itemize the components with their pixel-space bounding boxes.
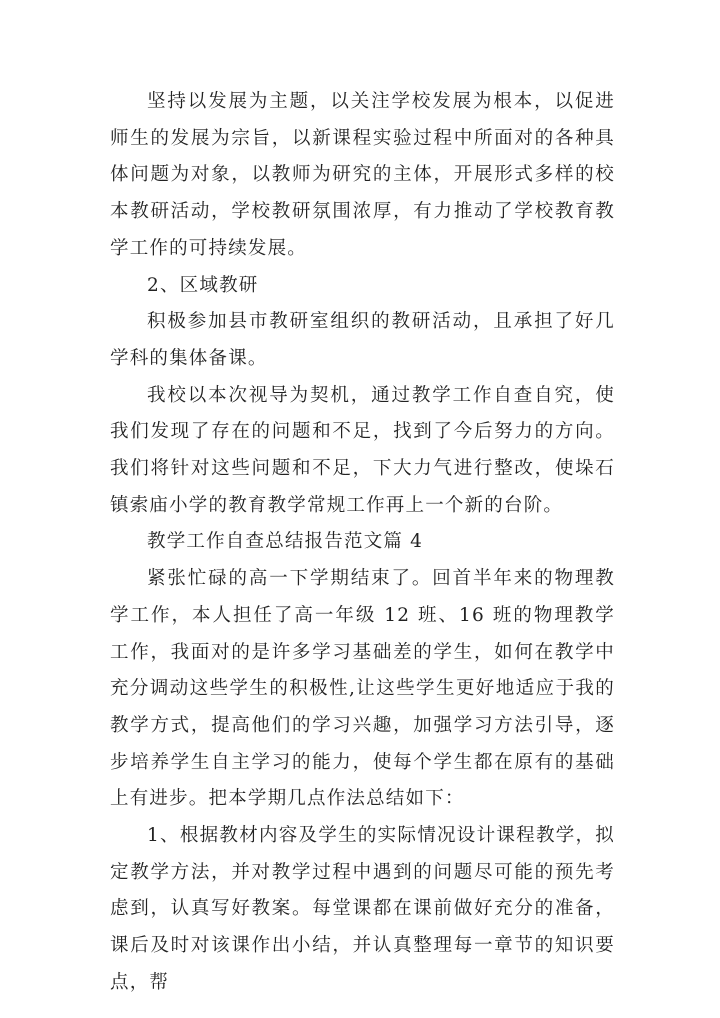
paragraph-conclusion: 我校以本次视导为契机，通过教学工作自查自究，使我们发现了存在的问题和不足，找到了今后努力的方向。我们将针对这些问题和不足，下大力气进行整改，使垛石镇索庙小学的教育教学常规工作再上一个新的台阶。 (110, 384, 615, 516)
document-body (110, 84, 615, 1002)
paragraph-regional-research: 积极参加县市教研室组织的教研活动，且承担了好几学科的集体备课。 (110, 311, 615, 369)
paragraph-point-one: 1、根据教材内容及学生的实际情况设计课程教学，拟定教学方法，并对教学过程中遇到的问题尽可能的预先考虑到，认真写好教案。每堂课都在课前做好充分的准备，课后及时对该课作出小结，并认真整理每一章节的知识要点，帮 (110, 825, 615, 993)
paragraph-semester-summary: 紧张忙碌的高一下学期结束了。回首半年来的物理教学工作，本人担任了高一年级 12 班、16 班的物理教学工作，我面对的是许多学习基础差的学生，如何在教学中充分调动这些学生的积极性,让这些学生更好地适应于我的教学方式，提高他们的学习兴趣，加强学习方法引导，逐步培养学生自主学习的能力，使每个学生都在原有的基础上有进步。把本学期几点作法总结如下： (110, 568, 615, 810)
article-title: 教学工作自查总结报告范文篇 4 (147, 531, 424, 553)
section-heading-regional-research: 2、区域教研 (147, 274, 259, 296)
paragraph-intro: 坚持以发展为主题，以关注学校发展为根本，以促进师生的发展为宗旨，以新课程实验过程中所面对的各种具体问题为对象，以教师为研究的主体，开展形式多样的校本教研活动，学校教研氛围浓厚，有力推动了学校教育教学工作的可持续发展。 (110, 91, 615, 259)
